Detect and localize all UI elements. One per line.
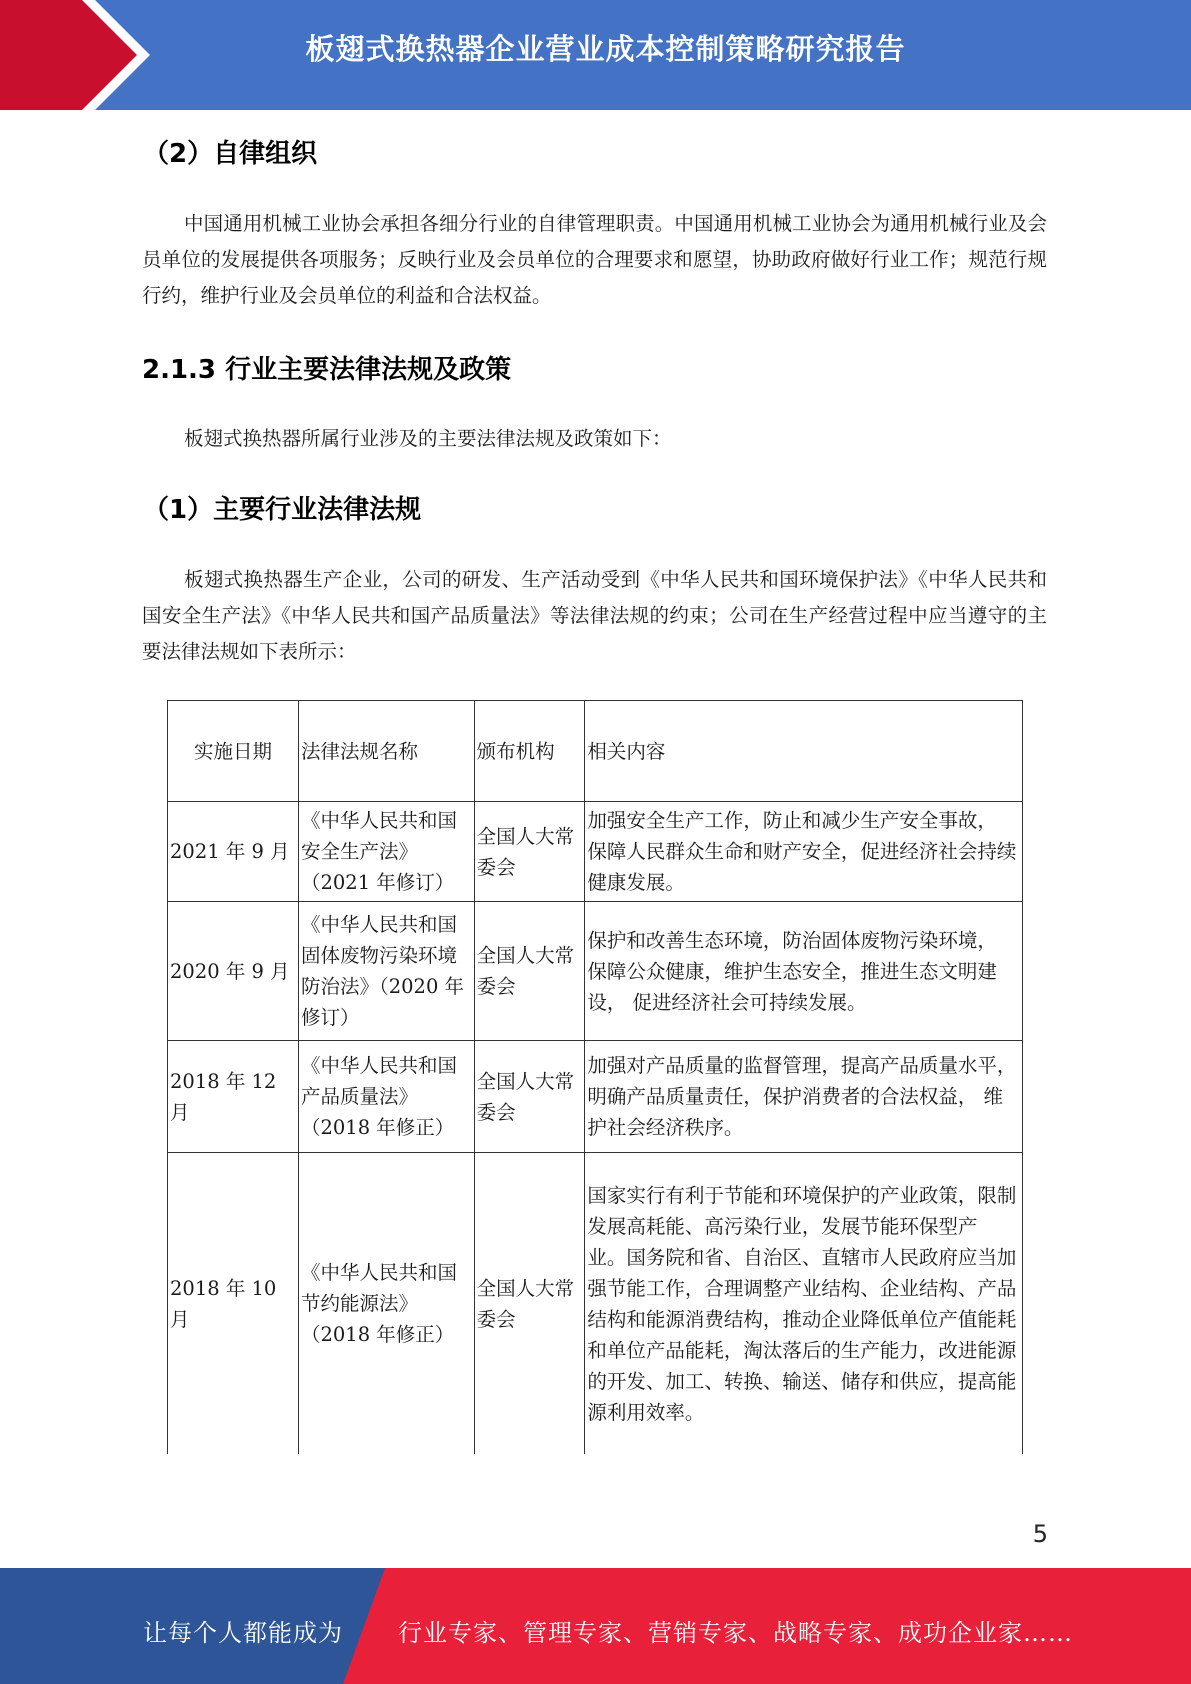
cell-law-name: 《中华人民共和国产品质量法》（2018 年修正）	[298, 1041, 474, 1153]
table-row	[168, 1041, 1023, 1153]
cell-agency: 全国人大常委会	[474, 1041, 585, 1153]
law-table-container	[167, 700, 1023, 1454]
table-row	[168, 902, 1023, 1041]
self-regulatory-heading: （2）自律组织	[143, 139, 318, 169]
page-footer	[0, 1568, 1191, 1684]
table-header-row	[168, 701, 1023, 802]
cell-agency: 全国人大常委会	[474, 1153, 585, 1455]
cell-content: 国家实行有利于节能和环境保护的产业政策，限制发展高耗能、高污染行业，发展节能环保型产 业。国务院和省、自治区、直辖市人民政府应当加 强节能工作，合理调整产业结构、企业结构、产品 结构和能源消费结构，推动企业降低单位产值能耗 和单位产品能耗，淘汰落后的生产能力，改进能源 的开发、加工、转换、输送、储存和供应，提高能源利用效率。	[585, 1153, 1023, 1455]
cell-content: 加强安全生产工作，防止和减少生产安全事故， 保障人民群众生命和财产安全，促进经济社会持续 健康发展。	[585, 802, 1023, 902]
footer-slogan-left: 让每个人都能成为	[143, 1619, 343, 1647]
cell-date: 2020 年 9 月	[168, 902, 299, 1041]
cell-content: 加强对产品质量的监督管理，提高产品质量水平，明确产品质量责任，保护消费者的合法权益， 维护社会经济秩序。	[585, 1041, 1023, 1153]
page-header	[0, 0, 1191, 110]
cell-agency: 全国人大常委会	[474, 902, 585, 1041]
self-regulatory-paragraph: 中国通用机械工业协会承担各细分行业的自律管理职责。中国通用机械工业协会为通用机械行业及会员单位的发展提供各项服务；反映行业及会员单位的合理要求和愿望，协助政府做好行业工作；规范行规行约，维护行业及会员单位的利益和合法权益。	[142, 212, 1047, 307]
report-title: 板翅式换热器企业营业成本控制策略研究报告	[305, 32, 906, 66]
cell-law-name: 《中华人民共和国节约能源法》（2018 年修正）	[298, 1153, 474, 1455]
cell-content: 保护和改善生态环境，防治固体废物污染环境， 保障公众健康，维护生态安全，推进生态文明建设， 促进经济社会可持续发展。	[585, 902, 1023, 1041]
cell-law-name: 《中华人民共和国安全生产法》（2021 年修订）	[298, 802, 474, 902]
cell-law-name: 《中华人民共和国固体废物污染环境防治法》（2020 年修订）	[298, 902, 474, 1041]
header-date: 实施日期	[168, 701, 299, 802]
table-row	[168, 802, 1023, 902]
law-section-heading: 2.1.3 行业主要法律法规及政策	[142, 355, 512, 385]
cell-date: 2018 年 12 月	[168, 1041, 299, 1153]
cell-date: 2018 年 10 月	[168, 1153, 299, 1455]
page-number: 5	[1032, 1520, 1048, 1548]
header-content: 相关内容	[585, 701, 1023, 802]
table-row	[168, 1153, 1023, 1455]
main-law-paragraph: 板翅式换热器生产企业，公司的研发、生产活动受到《中华人民共和国环境保护法》《中华人民共和国安全生产法》《中华人民共和国产品质量法》等法律法规的约束；公司在生产经营过程中应当遵守的主要法律法规如下表所示：	[142, 568, 1047, 663]
law-intro-paragraph: 板翅式换热器所属行业涉及的主要法律法规及政策如下：	[184, 427, 672, 450]
cell-date: 2021 年 9 月	[168, 802, 299, 902]
footer-slogan-right: 行业专家、管理专家、营销专家、战略专家、成功企业家……	[398, 1619, 1073, 1647]
main-law-heading: （1）主要行业法律法规	[143, 495, 422, 525]
header-agency: 颁布机构	[474, 701, 585, 802]
cell-agency: 全国人大常委会	[474, 802, 585, 902]
law-table	[167, 700, 1023, 1454]
header-law-name: 法律法规名称	[298, 701, 474, 802]
